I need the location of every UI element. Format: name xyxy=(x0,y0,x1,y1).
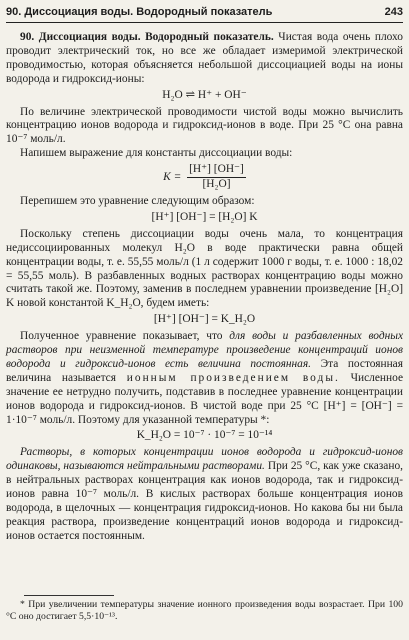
running-title: 90. Диссоциация воды. Водородный показатель xyxy=(6,6,273,18)
paragraph-ionic-product: Полученное уравнение показывает, что для воды и разбавленных водных растворов при неизменной температуре произведение концентраций ионов водорода и гидроксид-ионов есть величина постоянная. Эта постоянная величина называется ионным произведением воды. Численное значение ее нетрудно получить, подставив в последнее уравнение концентрации ионов водорода и гидроксид-ионов. В чистой воде при 25 °С [H⁺] = [OH⁻] = 1·10⁻⁷ моль/л. Поэтому для указанной температуры *: xyxy=(6,330,404,426)
page-number: 243 xyxy=(384,6,403,18)
spaced-term: ионным произведением воды. xyxy=(126,371,340,384)
paragraph-rewrite: Перепишем это уравнение следующим образом: xyxy=(20,194,255,207)
running-header xyxy=(6,2,403,22)
equation-ionic-product-value: K_H₂O = 10⁻⁷ · 10⁻⁷ = 10⁻¹⁴ xyxy=(136,429,273,442)
main-text xyxy=(6,31,403,544)
footnote-rule xyxy=(24,595,114,596)
equation-ionic-product: [H⁺] [OH⁻] = K_H₂O xyxy=(153,313,256,326)
equation-dissociation-constant: K = $\frac{[H^+] [OH^-]}{\text{[H₂O]}}$ xyxy=(163,163,244,191)
header-rule xyxy=(6,22,403,23)
paragraph-constant-intro: Напишем выражение для константы диссоциации воды: xyxy=(20,147,293,160)
definition-neutral: Растворы, в которых концентрации ионов водорода и гидроксид-ионов одинаковы, называются нейтральными растворами. xyxy=(6,446,403,473)
footnote: * При увеличении температуры значение ионного произведения воды возрастает. При 100 °С оно достигает 5,5·10⁻¹³. xyxy=(6,599,403,622)
paragraph-conductivity: По величине электрической проводимости чистой воды можно вычислить концентрацию ионов водорода и гидроксид-ионов в воде. При 25 °С она равна 10⁻⁷ моль/л. xyxy=(6,105,403,146)
fraction xyxy=(187,163,246,192)
paragraph-water-concentration: Поскольку степень диссоциации воды очень мала, то концентрация недиссоциированных молекул H₂O в воде практически равна общей концентрации воды, т. е. 55,55 моль/л (1 л содержит 1000 г воды, т. е. 1000 : 18,02 = 55,55 моль). В разбавленных водных растворах концентрацию воды можно считать такой же. Поэтому, заменив в последнем уравнении произведение [H₂O] K новой константой K_H₂O, будем иметь: xyxy=(6,227,403,310)
paragraph-neutral-solutions: Растворы, в которых концентрации ионов водорода и гидроксид-ионов одинаковы, называются нейтральными растворами. При 25 °С, как уже сказано, в нейтральных растворах концентрация как ионов водорода, так и гидроксид-ионов равна 10⁻⁷ моль/л. В кислых растворах больше концентрация ионов водорода, в щелочных — концентрация гидроксид-ионов. Но какова бы ни была реакция раствора, произведение концентраций ионов водорода и гидроксид-ионов остается постоянным. xyxy=(6,446,403,542)
fraction-numerator: [H⁺] [OH⁻] xyxy=(187,163,246,178)
equation-dissociation: H₂O ⇌ H⁺ + OH⁻ xyxy=(162,88,247,101)
section-heading: 90. Диссоциация воды. Водородный показатель. xyxy=(20,31,274,43)
emphasis-statement: для воды и разбавленных водных растворов при неизменной температуре произведение концентраций ионов водорода и гидроксид-ионов есть величина постоянная. xyxy=(6,330,403,370)
equation-rewritten: [H⁺] [OH⁻] = [H₂O] K xyxy=(151,210,258,223)
fraction-denominator: [H₂O] xyxy=(202,178,231,191)
intro-paragraph: 90. Диссоциация воды. Водородный показатель. Чистая вода очень плохо проводит электрический ток, но все же обладает измеримой электрической проводимостью, которая объясняется небольшой диссоциацией воды на ионы водорода и гидроксид-ионы: xyxy=(6,31,403,85)
